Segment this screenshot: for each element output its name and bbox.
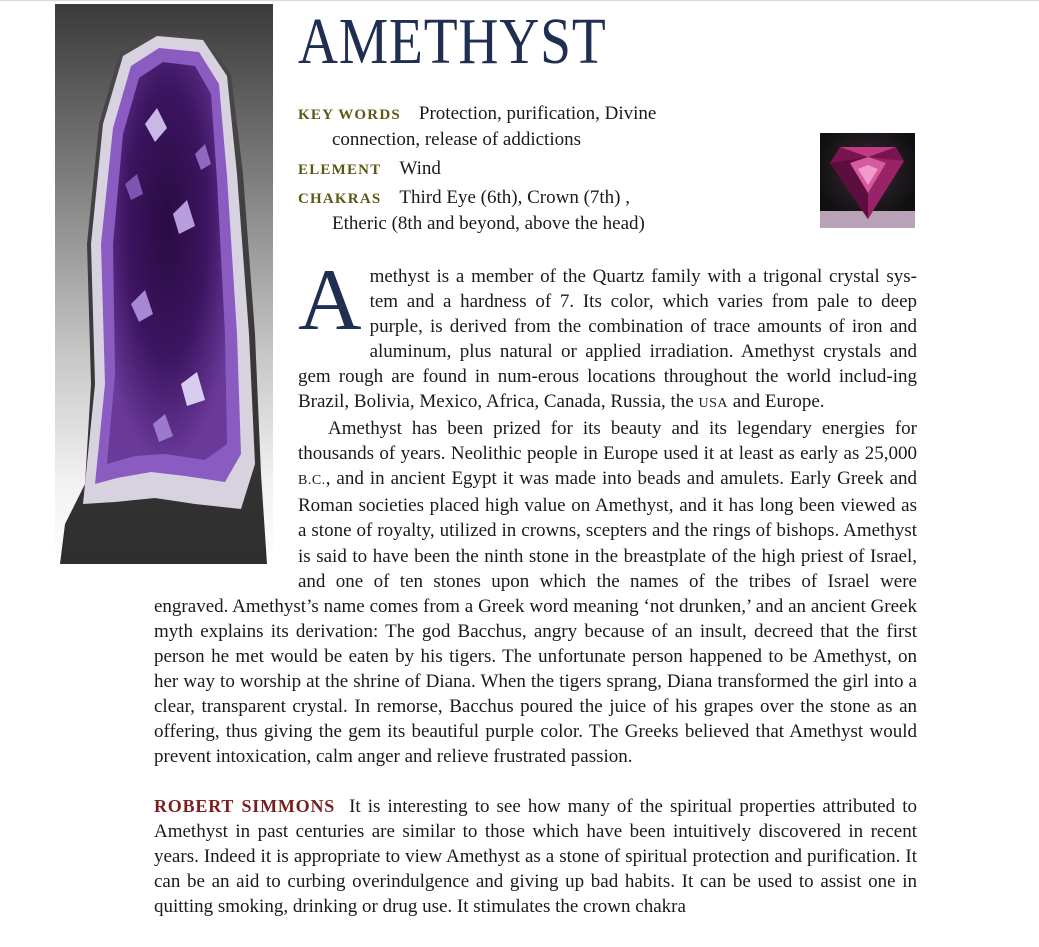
element-block [298,157,698,183]
history-text-2: , and in ancient Egypt it was made into beads and amulets. Early Greek and Roman societies placed high value on Amethyst, and it has long been viewed as a stone of royalty, utilized in crowns, scepters and the rings of bishops. Amethyst is said to have been the ninth stone in the breastplate of the high priest of Israel, and one of ten stones upon which the names of the tribes of Israel were engraved. Amethyst’s name comes from a Greek word meaning ‘not drunken,’ and an ancient Greek myth explains its derivation: The god Bacchus, angry because of an insult, decreed that the first person he met would be eaten by his tigers. The unfortunate person happened to be Amethyst, on her way to worship at the shrine of Diana. When the tigers sprang, Diana transformed the girl into a clear, transparent crystal. In remorse, Bacchus poured the juice of his grapes over the stone as an offering, thus giving the gem its beautiful purple color. The Greeks believed that Amethyst would prevent intoxication, calm anger and relieve frustrated passion. [154,468,917,767]
paragraph-robert-simmons [154,794,917,919]
element-label: ELEMENT [298,162,382,178]
keywords-label: KEY WORDS [298,107,401,123]
chakras-value-2: Etheric (8th and beyond, above the head) [332,212,645,234]
page-title: AMETHYST [298,5,607,78]
keywords-value-1: Protection, purification, Divine [418,103,657,124]
gem-illustration [820,133,915,228]
chakras-block [298,186,698,237]
intro-usa: USA [698,396,728,412]
element-value: Wind [399,158,441,179]
history-text-1: Amethyst has been prized for its beauty and its legendary energies for thousands of years. Neolithic people in Europe used it at least as early as 25,000 [298,418,917,465]
faceted-amethyst-photo [820,133,915,228]
chakras-value-1: Third Eye (6th), Crown (7th) , [399,187,631,208]
chakras-label: CHAKRAS [298,191,382,207]
top-rule [0,0,1039,1]
keywords-value-2: connection, release of addictions [332,128,582,150]
keywords-block [298,102,698,153]
drop-cap: A [298,252,362,349]
article-body [154,252,918,919]
history-bc: B.C. [298,473,326,489]
author-text: It is interesting to see how many of the spiritual properties attributed to Amethyst in past centuries are similar to those which have been intuitively discovered in recent years. Indeed it is appropriate to view Amethyst as a stone of spiritual protection and purification. It can be an aid to curbing overindulgence and giving up bad habits. It can be used to assist one in quitting smoking, drinking or drug use. It stimulates the crown chakra [154,795,918,918]
intro-text-2: and Europe. [728,391,825,413]
author-label: ROBERT SIMMONS [154,795,336,816]
intro-text-1: methyst is a member of the Quartz family with a trigonal crystal sys-tem and a hardness of 7. Its color, which varies from pale to deep purple, is derived from the combination of trace amounts of iron and aluminum, plus natural or applied irradiation. Amethyst crystals and gem rough are found in num-erous locations throughout the world includ-ing Brazil, Bolivia, Mexico, Africa, Canada, Russia, the [298,266,917,413]
